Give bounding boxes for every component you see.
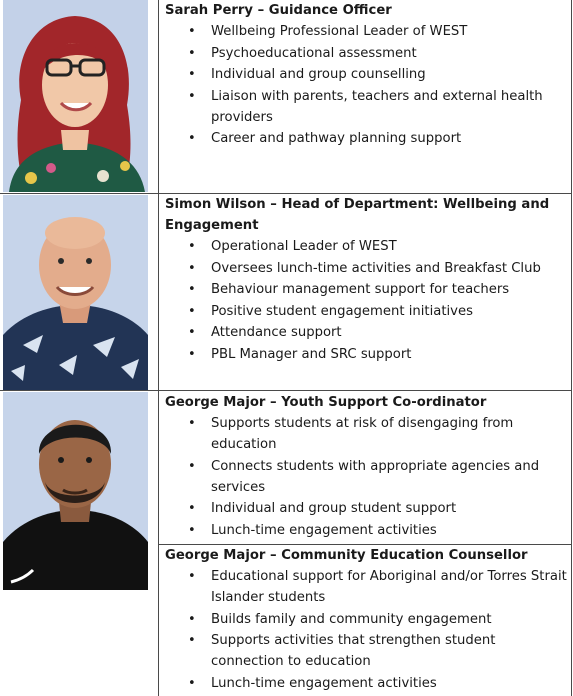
list-item: • Supports activities that strengthen student connection to education: [165, 630, 567, 672]
table-divider: [158, 0, 159, 696]
list-item: • PBL Manager and SRC support: [165, 344, 567, 365]
list-item: • Operational Leader of WEST: [165, 236, 567, 257]
staff-photo-simon-wilson: [3, 195, 148, 390]
staff-photo-george-major: [3, 392, 148, 590]
list-item: • Connects students with appropriate agencies and services: [165, 456, 567, 498]
list-item: • Psychoeducational assessment: [165, 43, 567, 64]
list-item: • Educational support for Aboriginal and/or Torres Strait Islander students: [165, 566, 567, 608]
staff-heading: Simon Wilson – Head of Department: Wellbeing and Engagement: [165, 197, 550, 233]
list-item: • Oversees lunch-time activities and Breakfast Club: [165, 258, 567, 279]
staff-entry: [165, 392, 567, 541]
staff-heading: George Major – Youth Support Co-ordinator: [165, 395, 487, 410]
list-item: • Lunch-time engagement activities: [165, 673, 567, 694]
list-item: • Positive student engagement initiatives: [165, 301, 567, 322]
list-item: • Individual and group counselling: [165, 64, 567, 85]
list-item: • Supports students at risk of disengaging from education: [165, 413, 567, 455]
list-item: • Wellbeing Professional Leader of WEST: [165, 21, 567, 42]
staff-entry: [165, 0, 567, 149]
staff-heading: George Major – Community Education Counsellor: [165, 548, 528, 563]
list-item: • Builds family and community engagement: [165, 609, 567, 630]
staff-entry: [165, 194, 567, 365]
staff-entry: [165, 545, 567, 694]
staff-photo-sarah-perry: [3, 0, 148, 192]
duties-list: [165, 413, 567, 541]
staff-heading: Sarah Perry – Guidance Officer: [165, 3, 392, 18]
list-item: • Liaison with parents, teachers and external health providers: [165, 86, 567, 128]
table-border-right: [571, 0, 572, 696]
list-item: • Career and pathway planning support: [165, 128, 567, 149]
list-item: • Individual and group student support: [165, 498, 567, 519]
list-item: • Attendance support: [165, 322, 567, 343]
row-separator: [0, 390, 572, 391]
duties-list: [165, 236, 567, 365]
duties-list: [165, 21, 567, 149]
duties-list: [165, 566, 567, 694]
list-item: • Behaviour management support for teachers: [165, 279, 567, 300]
list-item: • Lunch-time engagement activities: [165, 520, 567, 541]
